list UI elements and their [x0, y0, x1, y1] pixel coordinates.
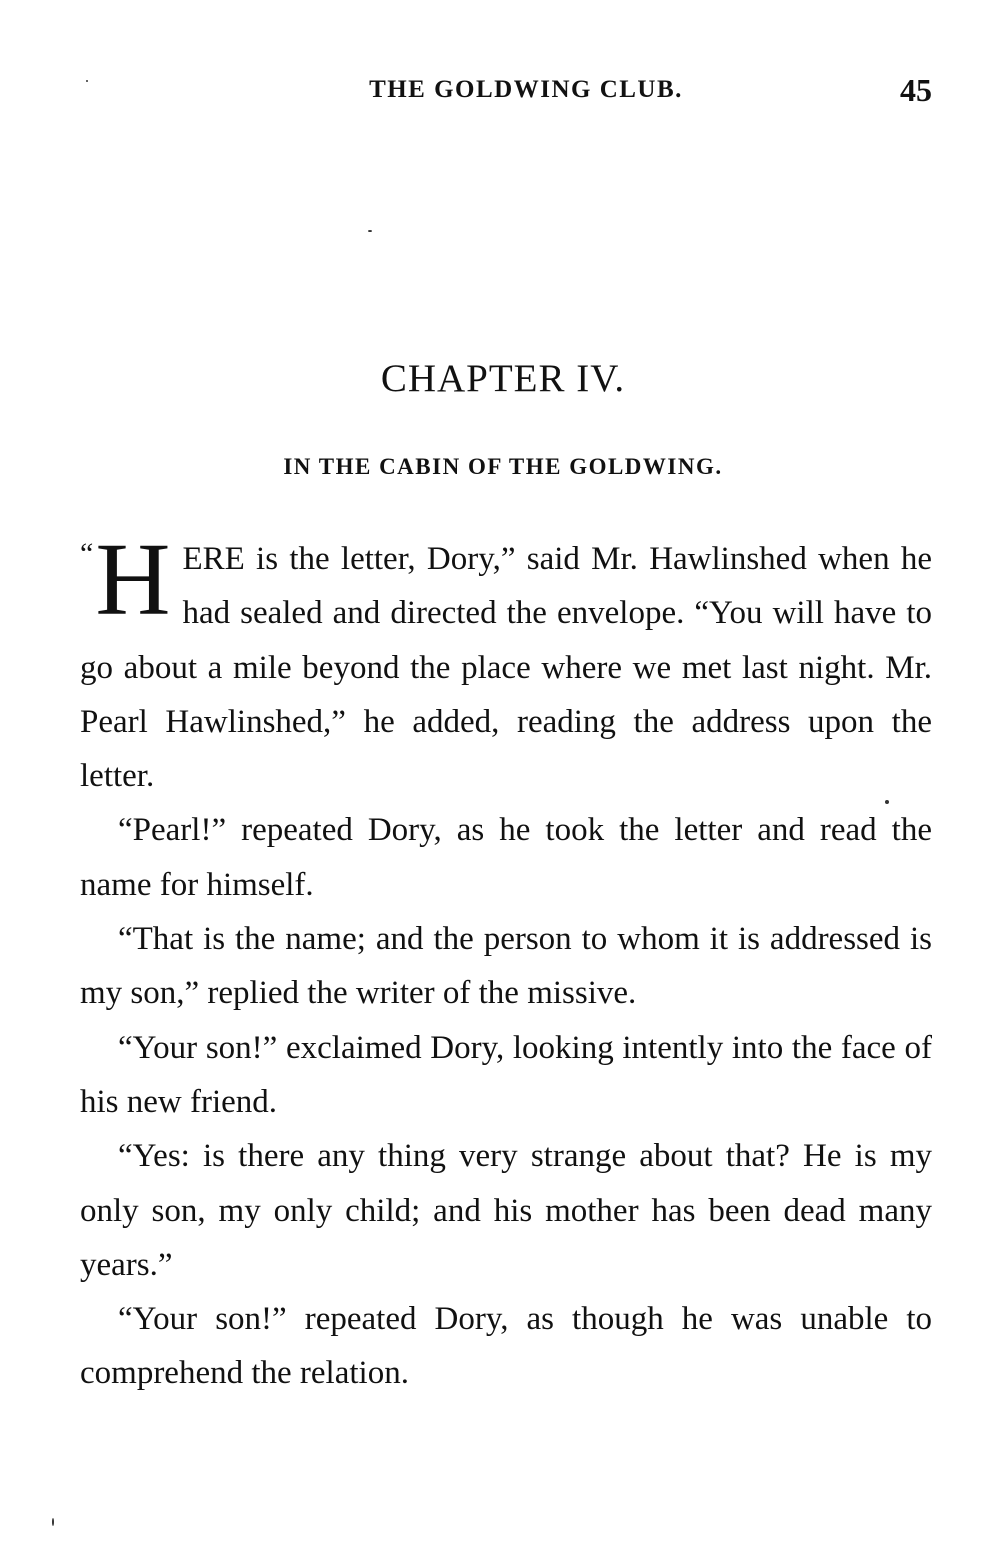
text-body — [80, 522, 932, 1401]
paragraph-5: “Yes: is there any thing very strange about that? He is my only son, my only child; and his mother has been dead many years.” — [80, 1138, 932, 1283]
chapter-subtitle: IN THE CABIN OF THE GOLDWING. — [283, 454, 723, 479]
drop-cap: H — [95, 522, 171, 637]
scan-speck — [52, 1518, 54, 1526]
paragraph-4: “Your son!” exclaimed Dory, looking intently into the face of his new friend. — [80, 1029, 932, 1120]
scan-speck — [885, 800, 889, 804]
paragraph-3: “That is the name; and the person to whom it is addressed is my son,” replied the writer of the missive. — [80, 921, 932, 1012]
paragraph-1 — [80, 522, 932, 803]
scan-speck — [86, 80, 88, 82]
opening-quote: “ — [80, 537, 94, 570]
paragraph-6: “Your son!” repeated Dory, as though he was unable to comprehend the relation. — [80, 1301, 932, 1392]
paragraph-text: ERE is the letter, Dory,” said Mr. Hawlinshed when he had sealed and directed the envelope. “You will have to go about a mile beyond the place where we met last night. Mr. Pearl Hawlinshed,” he added, reading the address upon the letter. — [80, 541, 932, 795]
running-title: THE GOLDWING CLUB. — [369, 76, 683, 103]
page-number: 45 — [900, 72, 932, 108]
running-head — [80, 72, 932, 116]
paragraph-2: “Pearl!” repeated Dory, as he took the letter and read the name for himself. — [80, 812, 932, 903]
chapter-title: CHAPTER IV. — [380, 357, 626, 400]
scan-speck — [368, 230, 372, 232]
